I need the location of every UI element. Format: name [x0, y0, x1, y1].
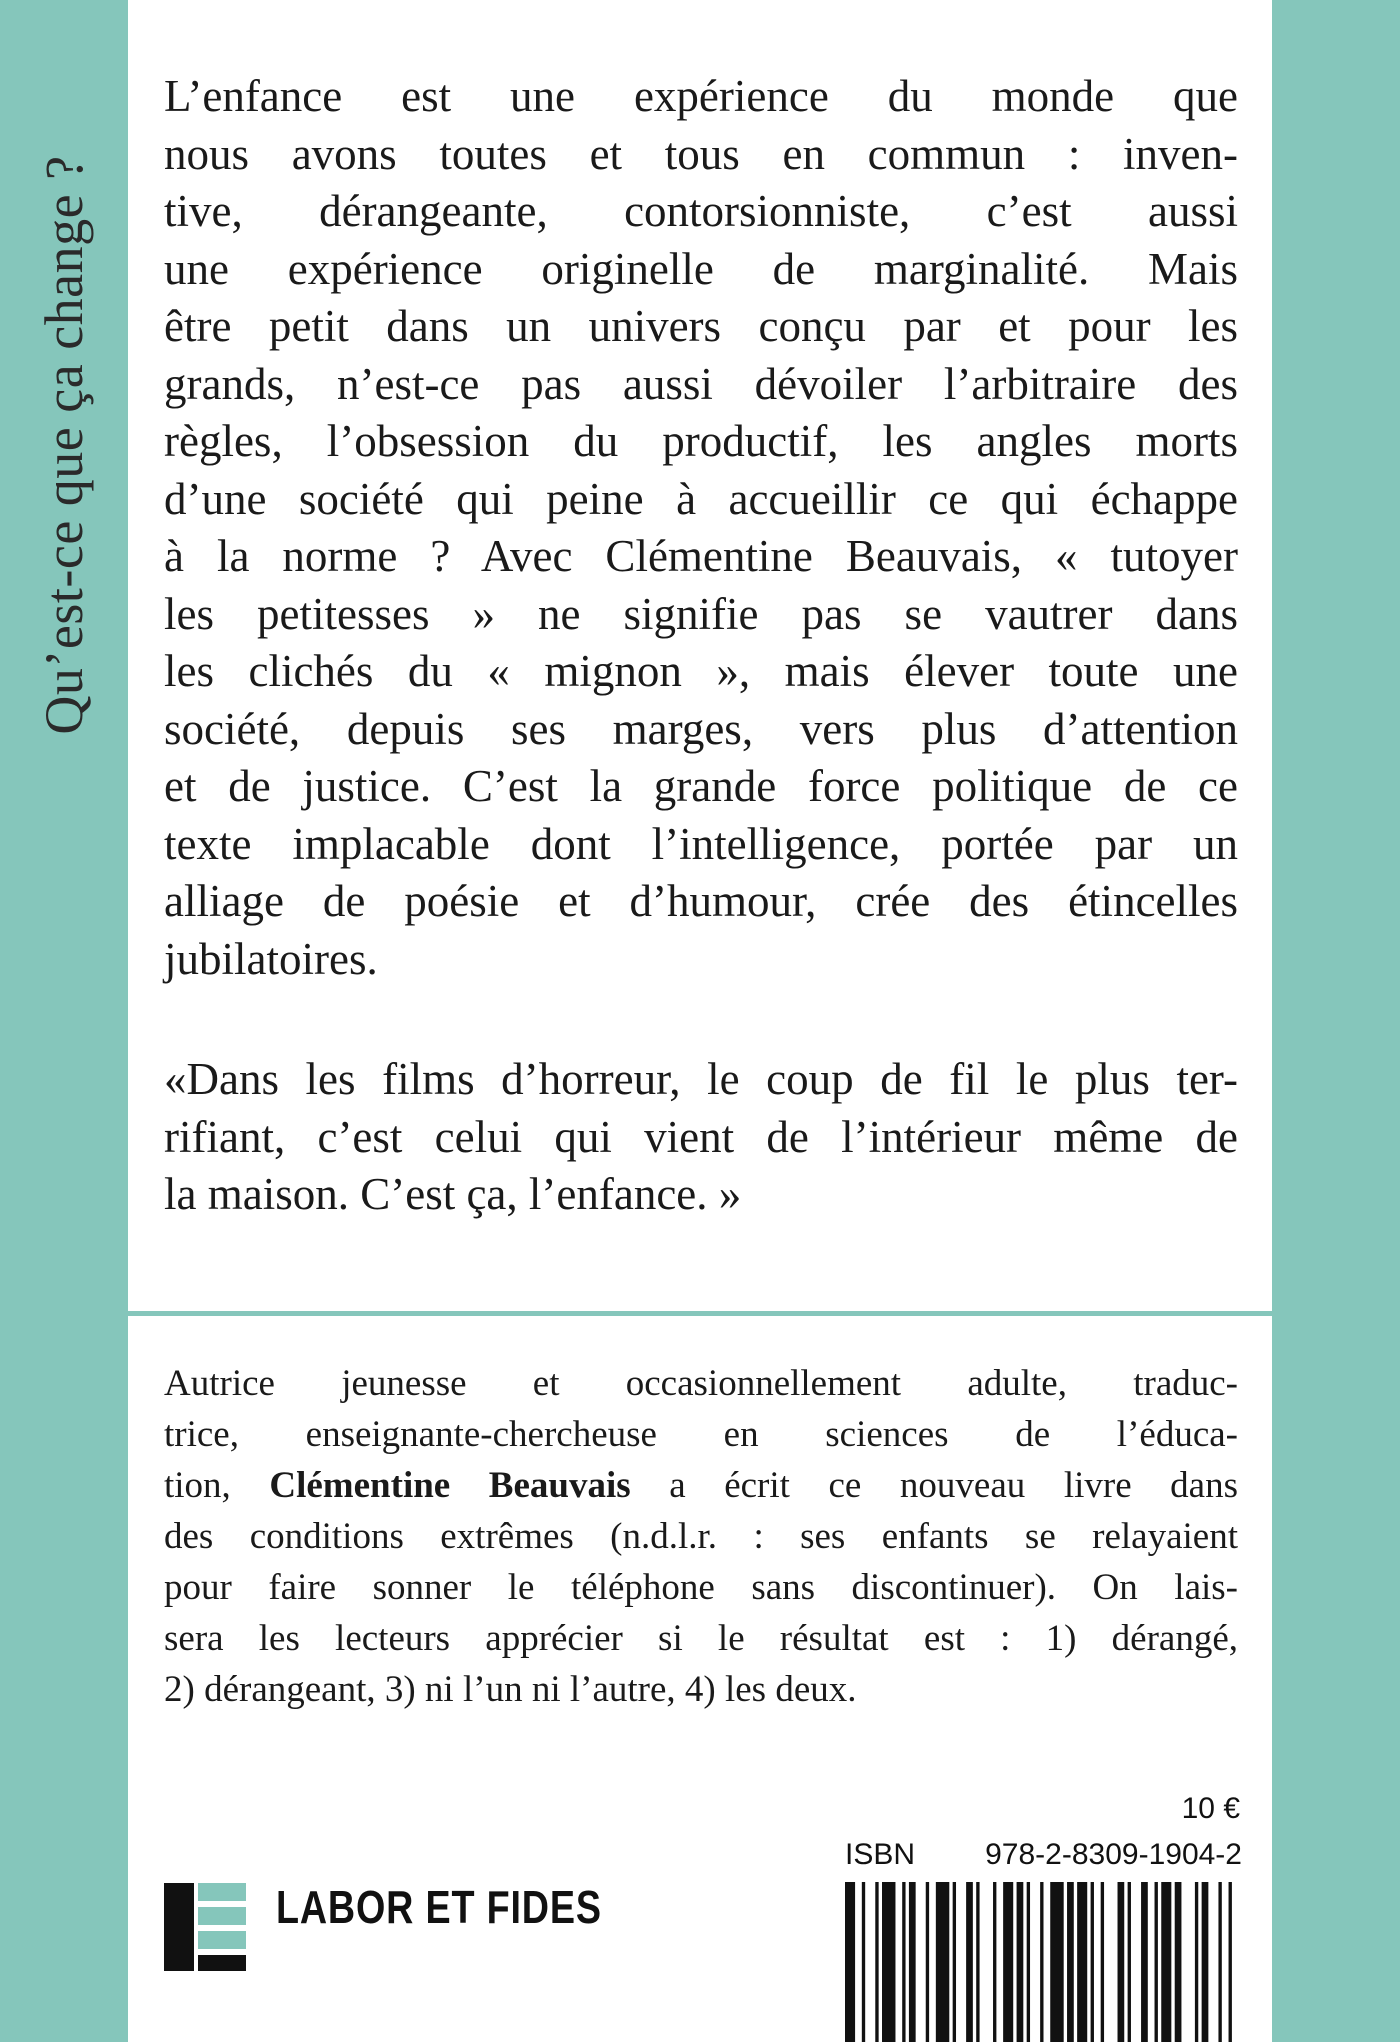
summary-line: et de justice. C’est la grande force politique de ce	[164, 761, 1238, 811]
bio-line: Autrice jeunesse et occasionnellement adulte, traduc-	[164, 1363, 1238, 1404]
quote-line: la maison. C’est ça, l’enfance. »	[164, 1169, 742, 1219]
bio-line: des conditions extrêmes (n.d.l.r. : ses enfants se relayaient	[164, 1516, 1238, 1557]
summary-line: les petitesses » ne signifie pas se vautrer dans	[164, 588, 1238, 639]
barcode-icon	[845, 1882, 1242, 2042]
summary-line: nous avons toutes et tous en commun : inven-	[164, 128, 1238, 179]
bio-text: tion,	[164, 1465, 270, 1506]
quote-line: rifiant, c’est celui qui vient de l’intérieur même de	[164, 1111, 1238, 1162]
isbn-row	[845, 1838, 1242, 1872]
barcode-bar	[1118, 1882, 1125, 2042]
bio-line: 2) dérangeant, 3) ni l’un ni l’autre, 4) les deux.	[164, 1669, 857, 1710]
barcode-bar	[875, 1882, 878, 2042]
bio-line	[164, 1460, 1238, 1511]
summary-line: règles, l’obsession du productif, les angles morts	[164, 416, 1238, 466]
barcode-bar	[1202, 1882, 1209, 2042]
barcode-bar	[1067, 1882, 1074, 2042]
bio-line: sera les lecteurs apprécier si le résultat est : 1) dérangé,	[164, 1618, 1238, 1659]
barcode-bar	[1175, 1882, 1182, 2042]
barcode-bar	[845, 1882, 855, 2042]
barcode-bar	[909, 1882, 916, 2042]
summary-line: à la norme ? Avec Clémentine Beauvais, « tutoyer	[164, 531, 1238, 581]
barcode-bar	[1077, 1882, 1087, 2042]
barcode-bar	[1003, 1882, 1013, 2042]
barcode-bar	[936, 1882, 949, 2042]
barcode-bar	[926, 1882, 929, 2042]
summary-line: grands, n’est-ce pas aussi dévoiler l’arbitraire des	[164, 358, 1238, 409]
barcode-bar	[1040, 1882, 1043, 2042]
summary-line: une expérience originelle de marginalité. Mais	[164, 243, 1238, 294]
barcode-bar	[1128, 1882, 1131, 2042]
summary-line: tive, dérangeante, contorsionniste, c’est aussi	[164, 186, 1238, 236]
publisher-logo-icon	[164, 1883, 246, 1971]
barcode-bar	[1155, 1882, 1158, 2042]
barcode-bar	[1141, 1882, 1148, 2042]
summary-line: alliage de poésie et d’humour, crée des étincelles	[164, 876, 1238, 926]
summary-line: les clichés du « mignon », mais élever toute une	[164, 646, 1238, 696]
isbn-number: 978-2-8309-1904-2	[985, 1838, 1242, 1871]
barcode-bar	[1229, 1882, 1232, 2042]
barcode-bar	[902, 1882, 905, 2042]
spine-title-text: Qu’est-ce que ça change ?	[34, 155, 94, 735]
barcode-bar	[1101, 1882, 1104, 2042]
summary-line: texte implacable dont l’intelligence, portée par un	[164, 818, 1238, 869]
summary-line: société, depuis ses marges, vers plus d’attention	[164, 703, 1238, 754]
author-name: Clémentine Beauvais	[269, 1465, 631, 1506]
barcode-bar	[976, 1882, 979, 2042]
barcode-bar	[966, 1882, 973, 2042]
barcode-bar	[1027, 1882, 1030, 2042]
publisher-name: LABOR ET FIDES	[276, 1881, 602, 1933]
barcode-bar	[1218, 1882, 1221, 2042]
summary-line: L’enfance est une expérience du monde que	[164, 71, 1238, 121]
section-divider	[128, 1311, 1272, 1316]
bio-line: pour faire sonner le téléphone sans discontinuer). On lais-	[164, 1567, 1238, 1608]
summary-line: d’une société qui peine à accueillir ce qui échappe	[164, 473, 1238, 524]
barcode-bar	[1050, 1882, 1063, 2042]
barcode-bar	[993, 1882, 996, 2042]
author-bio	[164, 1358, 1238, 1715]
price-label: 10 €	[1181, 1792, 1240, 1825]
barcode-bar	[953, 1882, 956, 2042]
barcode-bar	[1091, 1882, 1094, 2042]
barcode-bar	[1017, 1882, 1024, 2042]
barcode-bar	[882, 1882, 895, 2042]
summary-line: jubilatoires.	[164, 933, 378, 984]
barcode-bar	[1161, 1882, 1171, 2042]
summary-line: être petit dans un univers conçu par et pour les	[164, 301, 1238, 351]
bio-text: a écrit ce nouveau livre dans	[630, 1465, 1239, 1506]
summary-text	[164, 68, 1238, 988]
bio-line: trice, enseignante-chercheuse en sciences de l’éduca-	[164, 1414, 1238, 1455]
barcode-bar	[862, 1882, 865, 2042]
pull-quote	[164, 1051, 1238, 1224]
isbn-label: ISBN	[845, 1838, 916, 1871]
barcode-bar	[1195, 1882, 1198, 2042]
quote-line: «Dans les films d’horreur, le coup de fil le plus ter-	[164, 1054, 1238, 1104]
